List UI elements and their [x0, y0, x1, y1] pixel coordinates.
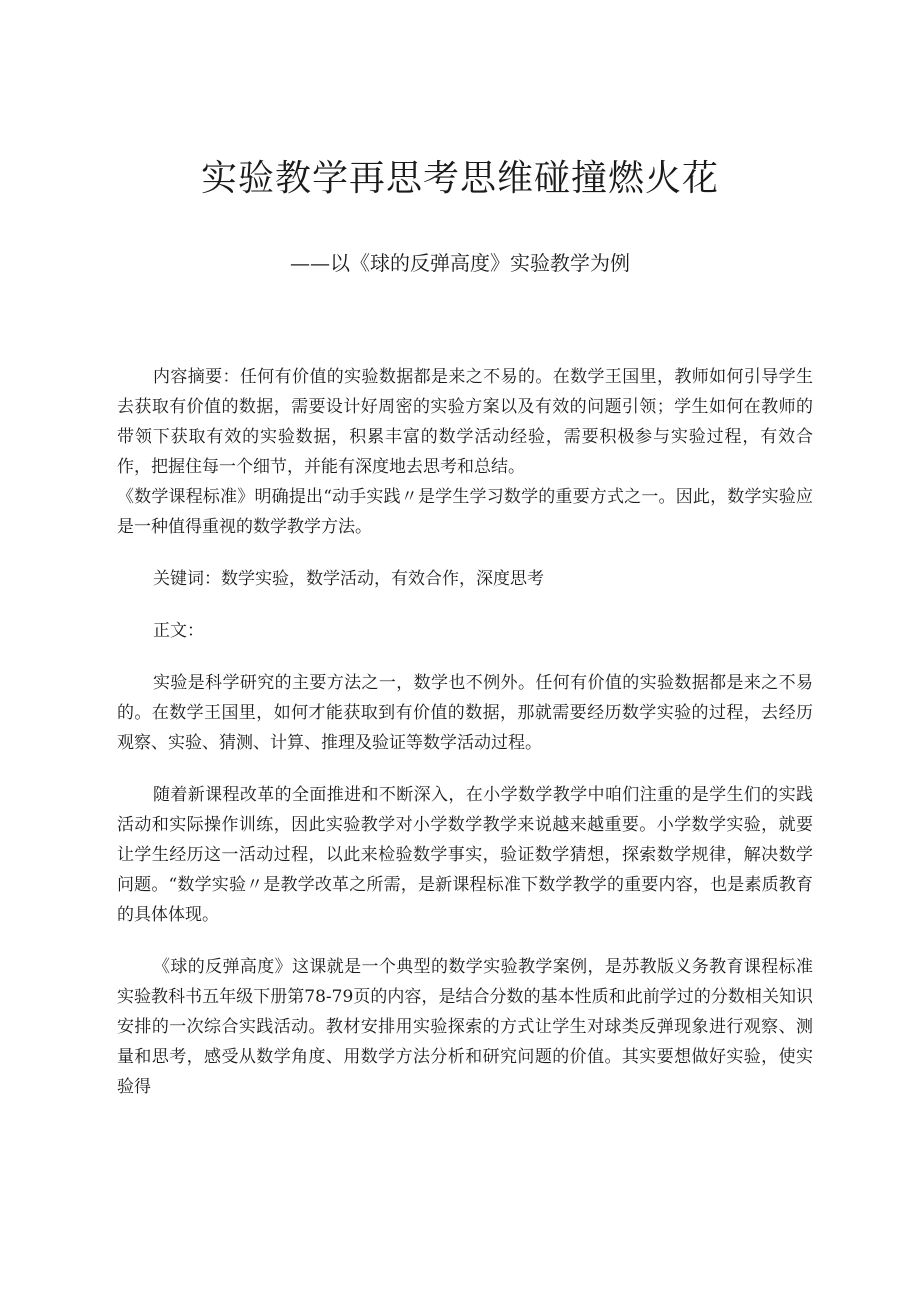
- body-paragraph-3: 《球的反弹高度》这课就是一个典型的数学实验教学案例，是苏教版义务教育课程标准实验教科书五年级下册第78-79页的内容，是结合分数的基本性质和此前学过的分数相关知识安排的一次综合实践活动。教材安排用实验探索的方式让学生对球类反弹现象进行观察、测量和思考，感受从数学角度、用数学方法分析和研究问题的价值。其实要想做好实验，使实验得: [117, 957, 813, 1097]
- keywords-line: 关键词：数学实验，数学活动，有效合作，深度思考: [153, 569, 544, 589]
- body-paragraph-1: 实验是科学研究的主要方法之一，数学也不例外。任何有价值的实验数据都是来之不易的。在数学王国里，如何才能获取到有价值的数据，那就需要经历数学实验的过程，去经历观察、实验、猜测、计算、推理及验证等数学活动过程。: [117, 673, 813, 753]
- standard-quote-paragraph: 《数学课程标准》明确提出“动手实践〃是学生学习数学的重要方式之一。因此，数学实验应是一种值得重视的数学教学方法。: [117, 487, 813, 537]
- document-title: 实验教学再思考思维碰撞燃火花: [200, 158, 719, 199]
- abstract-paragraph: 内容摘要：任何有价值的实验数据都是来之不易的。在数学王国里，教师如何引导学生去获取有价值的数据，需要设计好周密的实验方案以及有效的问题引领；学生如何在教师的带领下获取有效的实验数据，积累丰富的数学活动经验，需要积极参与实验过程，有效合作，把握住每一个细节，并能有深度地去思考和总结。: [117, 367, 813, 477]
- body-label: 正文：: [153, 621, 204, 641]
- body-paragraph-2: 随着新课程改革的全面推进和不断深入，在小学数学教学中咱们注重的是学生们的实践活动和实际操作训练，因此实验教学对小学数学教学来说越来越重要。小学数学实验，就要让学生经历这一活动过程，以此来检验数学事实，验证数学猜想，探索数学规律，解决数学问题。“数学实验〃是教学改革之所需，是新课程标准下数学教学的重要内容，也是素质教育的具体体现。: [117, 785, 813, 925]
- document-subtitle: ——以《球的反弹高度》实验教学为例: [290, 251, 630, 275]
- document-body: [117, 362, 813, 1102]
